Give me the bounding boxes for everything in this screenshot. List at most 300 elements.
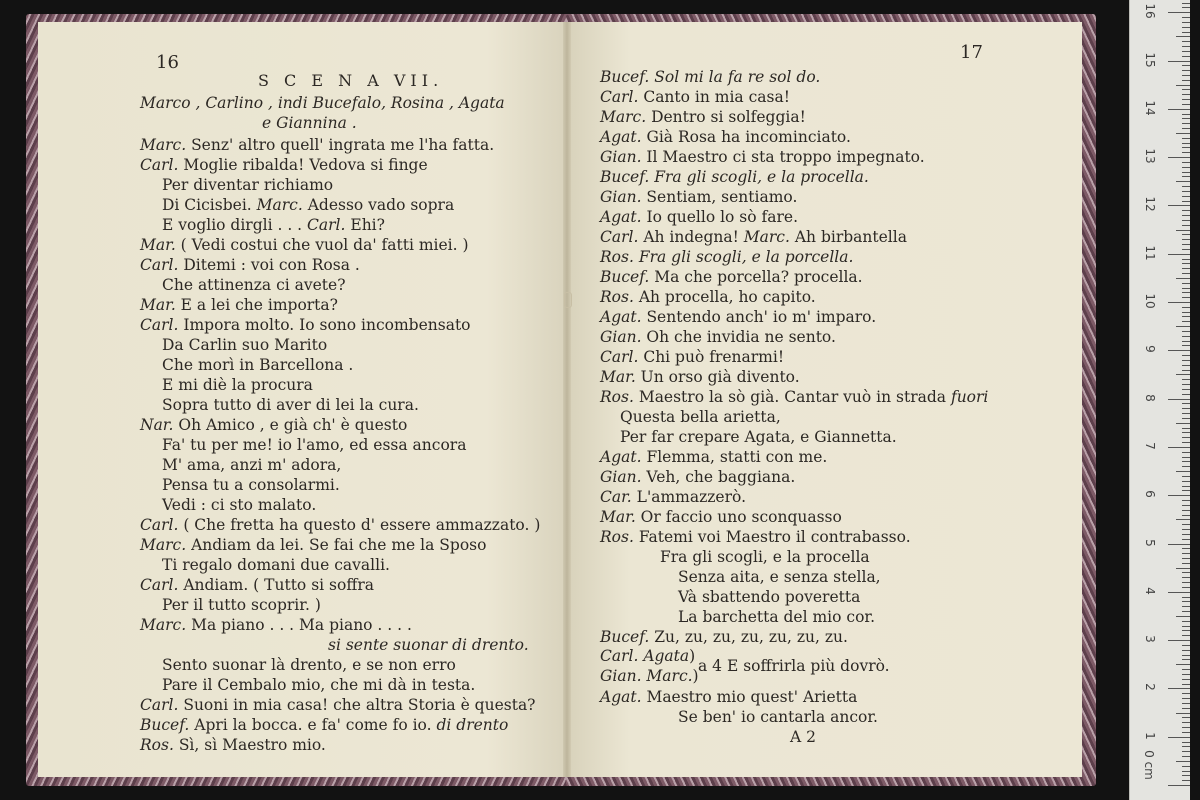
text-line: [600, 287, 816, 307]
text-line: [162, 675, 475, 695]
ruler-tick: [1182, 703, 1190, 704]
ruler-tick: [1182, 288, 1190, 289]
ruler-tick: [1182, 732, 1190, 733]
line-text: si sente suonar di drento.: [328, 636, 529, 654]
ruler-tick: [1182, 365, 1190, 366]
text-line: [678, 607, 875, 627]
page-number-left: 16: [156, 52, 179, 73]
line-text: Ma piano . . . Ma piano . . . .: [186, 616, 412, 634]
line-text: a 4 E soffrirla più dovrò.: [698, 657, 890, 675]
speaker-name: Carl.: [600, 228, 639, 246]
line-text: Fra gli scogli, e la procella.: [649, 168, 869, 186]
speaker-name: Bucef.: [600, 268, 650, 286]
ruler-tick: [1182, 756, 1190, 757]
ruler-tick: [1182, 466, 1190, 467]
speaker-name: Carl.: [140, 256, 179, 274]
ruler-tick: [1182, 172, 1190, 173]
speaker-name: Marc.: [140, 536, 187, 554]
line-text: Moglie ribalda! Vedova si finge: [178, 156, 428, 174]
ruler-tick: [1168, 544, 1190, 545]
speaker-name: Ros.: [600, 528, 634, 546]
ruler-tick: [1182, 505, 1190, 506]
text-line: [162, 175, 333, 195]
ruler-tick: [1182, 176, 1190, 177]
text-line: [162, 355, 353, 375]
line-text: Andiam da lei. Se fai che me la Sposo: [186, 536, 487, 554]
ruler-tick: [1182, 461, 1190, 462]
ruler-tick: [1182, 32, 1190, 33]
ruler-tick: [1182, 403, 1190, 404]
speaker-name: Ros.: [600, 388, 634, 406]
text-line: [162, 655, 456, 675]
text-line: [600, 147, 925, 167]
speaker-name: Ros.: [600, 288, 634, 306]
ruler-tick: [1168, 640, 1190, 641]
line-text: Già Rosa ha incominciato.: [641, 128, 851, 146]
text-line: [162, 275, 346, 295]
line-text: M' ama, anzi m' adora,: [162, 456, 342, 474]
speaker-name: Agat.: [600, 128, 642, 146]
speaker-name: Marc.: [140, 136, 187, 154]
ruler-tick: [1182, 104, 1190, 105]
book-gutter: [563, 22, 571, 777]
ruler-tick: [1182, 22, 1190, 23]
text-line: [140, 255, 360, 275]
ruler-tick: [1176, 36, 1190, 37]
speaker-name: Carl. Agata: [600, 647, 690, 665]
ruler-tick: [1168, 688, 1190, 689]
ruler-tick: [1182, 486, 1190, 487]
ruler-tick: [1182, 167, 1190, 168]
text-line: [600, 666, 699, 686]
speaker-name: Mar.: [600, 368, 636, 386]
line-text: Che attinenza ci avete?: [162, 276, 346, 294]
speaker-name: Carl.: [600, 88, 639, 106]
ruler-tick: [1182, 56, 1190, 57]
ruler-tick: [1182, 225, 1190, 226]
ruler-tick: [1168, 495, 1190, 496]
line-text: Senza aita, e senza stella,: [678, 568, 881, 586]
text-line: [600, 347, 784, 367]
line-text: Marco , Carlino , indi Bucefalo, Rosina , Agata: [140, 94, 505, 112]
line-text: Sopra tutto di aver di lei la cura.: [162, 396, 419, 414]
line-text: ( Vedi costui che vuol da' fatti miei. ): [175, 236, 469, 254]
text-line: [162, 435, 466, 455]
ruler-label: 0 cm: [1141, 750, 1156, 780]
ruler-tick: [1176, 423, 1190, 424]
speaker-name: Carl.: [140, 316, 179, 334]
text-line: [600, 467, 795, 487]
speaker-name: Gian.: [600, 148, 642, 166]
ruler-tick: [1182, 428, 1190, 429]
line-text: La barchetta del mio cor.: [678, 608, 876, 626]
line-text: Chi può frenarmi!: [638, 348, 785, 366]
text-line: [140, 135, 494, 155]
text-line: [678, 587, 860, 607]
ruler-label: 13: [1143, 148, 1157, 164]
ruler-tick: [1182, 215, 1190, 216]
ruler-tick: [1168, 350, 1190, 351]
ruler-tick: [1182, 727, 1190, 728]
ruler-tick: [1182, 630, 1190, 631]
ruler-tick: [1182, 316, 1190, 317]
ruler-tick: [1182, 746, 1190, 747]
ruler-tick: [1182, 708, 1190, 709]
speaker-name: Marc.: [256, 196, 303, 214]
ruler-tick: [1182, 650, 1190, 651]
text-line: [600, 127, 851, 147]
ruler-tick: [1182, 292, 1190, 293]
text-line: [328, 635, 529, 655]
line-text: Per il tutto scoprir. ): [162, 596, 321, 614]
ruler-tick: [1182, 41, 1190, 42]
ruler-tick: [1168, 109, 1190, 110]
line-text: Fra gli scogli, e la porcella.: [633, 248, 854, 266]
ruler-tick: [1176, 568, 1190, 569]
ruler-tick: [1182, 201, 1190, 202]
ruler-tick: [1182, 273, 1190, 274]
text-line: [140, 615, 412, 635]
text-line: [600, 267, 863, 287]
ruler-tick: [1182, 742, 1190, 743]
text-line: [162, 375, 313, 395]
ruler-label: 12: [1143, 196, 1157, 213]
speaker-name: Nar.: [140, 416, 174, 434]
ruler-tick: [1182, 191, 1190, 192]
ruler-tick: [1182, 432, 1190, 433]
text-line: [140, 295, 338, 315]
ruler-tick: [1182, 500, 1190, 501]
speaker-name: Bucef.: [600, 628, 650, 646]
text-line: [140, 535, 486, 555]
line-text: ( Che fretta ha questo d' essere ammazzato. ): [178, 516, 541, 534]
ruler-tick: [1182, 539, 1190, 540]
speaker-name: Gian.: [600, 188, 642, 206]
ruler-tick: [1182, 331, 1190, 332]
text-line: [600, 367, 800, 387]
ruler-tick: [1182, 626, 1190, 627]
stage-direction: fuori: [950, 388, 989, 406]
speaker-name: Bucef.: [600, 68, 650, 86]
line-text: E mi diè la procura: [162, 376, 313, 394]
ruler-tick: [1182, 268, 1190, 269]
text-line: [140, 715, 508, 735]
text-line: [162, 555, 390, 575]
ruler-tick: [1182, 370, 1190, 371]
text-line: [600, 627, 848, 647]
line-text: ): [689, 647, 696, 665]
line-text: Veh, che baggiana.: [641, 468, 796, 486]
line-text: E a lei che importa?: [175, 296, 338, 314]
text-line: [600, 507, 842, 527]
text-line: [600, 247, 853, 267]
line-text: E voglio dirgli . . .: [162, 216, 308, 234]
line-text: Se ben' io cantarla ancor.: [678, 708, 878, 726]
ruler-tick: [1182, 196, 1190, 197]
text-line: [262, 113, 357, 133]
ruler-tick: [1182, 766, 1190, 767]
line-text: S C E N A VII.: [258, 71, 444, 90]
ruler-tick: [1182, 510, 1190, 511]
ruler-tick: [1182, 220, 1190, 221]
ruler-tick: [1168, 592, 1190, 593]
ruler-label: 8: [1143, 393, 1157, 402]
speaker-name: Bucef.: [600, 168, 650, 186]
ruler-tick: [1168, 254, 1190, 255]
ruler-tick: [1182, 336, 1190, 337]
text-line: [140, 575, 374, 595]
ruler-label: 15: [1143, 51, 1157, 68]
text-line: [600, 527, 911, 547]
speaker-name: Carl.: [307, 216, 346, 234]
text-line: [678, 567, 881, 587]
ruler-tick: [1176, 616, 1190, 617]
ruler-tick: [1176, 230, 1190, 231]
ruler-tick: [1182, 283, 1190, 284]
ruler-tick: [1182, 234, 1190, 235]
stage-direction: di drento: [436, 716, 509, 734]
text-line: [600, 487, 746, 507]
ruler-tick: [1182, 476, 1190, 477]
ruler-tick: [1182, 312, 1190, 313]
line-text: L'ammazzerò.: [631, 488, 746, 506]
ruler-label: 6: [1143, 490, 1157, 498]
line-text: Oh Amico , e già ch' è questo: [173, 416, 408, 434]
text-line: [162, 335, 327, 355]
ruler-tick: [1182, 457, 1190, 458]
line-text: Zu, zu, zu, zu, zu, zu, zu.: [649, 628, 848, 646]
text-line: [790, 727, 816, 747]
speaker-name: Agat.: [600, 308, 642, 326]
text-line: [258, 71, 443, 91]
ruler-tick: [1182, 307, 1190, 308]
ruler-tick: [1182, 601, 1190, 602]
line-text: Da Carlin suo Marito: [162, 336, 328, 354]
ruler-tick: [1168, 785, 1190, 786]
ruler-label: 1: [1143, 731, 1157, 740]
ruler-tick: [1176, 85, 1190, 86]
ruler-label: 3: [1143, 635, 1157, 643]
ruler-label: 9: [1143, 345, 1157, 354]
ruler-label: 5: [1143, 538, 1157, 547]
line-text: Ditemi : voi con Rosa .: [178, 256, 360, 274]
line-text: Vedi : ci sto malato.: [162, 496, 317, 514]
line-text: Flemma, statti con me.: [641, 448, 828, 466]
line-text: Dentro si solfeggia!: [646, 108, 806, 126]
ruler-tick: [1182, 46, 1190, 47]
ruler-tick: [1182, 452, 1190, 453]
ruler-tick: [1176, 664, 1190, 665]
text-line: [140, 695, 536, 715]
line-text: Ah procella, ho capito.: [633, 288, 816, 306]
ruler-tick: [1182, 389, 1190, 390]
line-text: Ehi?: [345, 216, 385, 234]
ruler-tick: [1182, 780, 1190, 781]
ruler-tick: [1182, 635, 1190, 636]
speaker-name: Agat.: [600, 688, 642, 706]
ruler-tick: [1182, 582, 1190, 583]
text-line: [660, 547, 870, 567]
text-line: [600, 107, 806, 127]
text-line: [600, 646, 695, 666]
ruler-tick: [1182, 3, 1190, 4]
line-text: Sentendo anch' io m' imparo.: [641, 308, 877, 326]
ruler-tick: [1182, 679, 1190, 680]
ruler-tick: [1182, 529, 1190, 530]
line-text: Oh che invidia ne sento.: [641, 328, 836, 346]
ruler-tick: [1182, 89, 1190, 90]
line-text: Fatemi voi Maestro il contrabasso.: [633, 528, 911, 546]
ruler-tick: [1176, 326, 1190, 327]
ruler-tick: [1182, 548, 1190, 549]
text-line: [162, 475, 340, 495]
ruler-tick: [1182, 80, 1190, 81]
measuring-ruler: [1129, 0, 1190, 800]
ruler-tick: [1182, 771, 1190, 772]
ruler-tick: [1182, 597, 1190, 598]
text-line: [600, 307, 876, 327]
ruler-tick: [1182, 321, 1190, 322]
line-text: Ah birbantella: [789, 228, 907, 246]
ruler-tick: [1182, 621, 1190, 622]
line-text: Apri la bocca. e fa' come fo io.: [189, 716, 437, 734]
speaker-name: Carl.: [140, 516, 179, 534]
speaker-name: Gian.: [600, 468, 642, 486]
ruler-label: 7: [1143, 442, 1157, 450]
line-text: Maestro mio quest' Arietta: [641, 688, 858, 706]
line-text: Fra gli scogli, e la procella: [660, 548, 870, 566]
ruler-tick: [1168, 205, 1190, 206]
ruler-tick: [1182, 17, 1190, 18]
speaker-name: Carl.: [600, 348, 639, 366]
ruler-tick: [1182, 114, 1190, 115]
ruler-tick: [1182, 263, 1190, 264]
line-text: Or faccio uno sconquasso: [635, 508, 842, 526]
speaker-name: Mar.: [140, 296, 176, 314]
ruler-tick: [1182, 693, 1190, 694]
line-text: Adesso vado sopra: [302, 196, 455, 214]
ruler-label: 10: [1143, 293, 1157, 309]
ruler-tick: [1182, 655, 1190, 656]
ruler-tick: [1182, 659, 1190, 660]
line-text: Sì, sì Maestro mio.: [173, 736, 326, 754]
speaker-name: Marc.: [743, 228, 790, 246]
speaker-name: Ros.: [140, 736, 174, 754]
ruler-tick: [1182, 65, 1190, 66]
ruler-tick: [1168, 12, 1190, 13]
ruler-tick: [1182, 99, 1190, 100]
ruler-tick: [1182, 684, 1190, 685]
ruler-tick: [1182, 577, 1190, 578]
speaker-name: Agat.: [600, 448, 642, 466]
line-text: Impora molto. Io sono incombensato: [178, 316, 471, 334]
ruler-label: 16: [1143, 3, 1157, 19]
ruler-tick: [1182, 123, 1190, 124]
speaker-name: Gian. Marc.: [600, 667, 693, 685]
ruler-tick: [1182, 563, 1190, 564]
ruler-tick: [1182, 345, 1190, 346]
speaker-name: Marc.: [140, 616, 187, 634]
ruler-tick: [1176, 133, 1190, 134]
ruler-tick: [1182, 524, 1190, 525]
text-line: [620, 407, 781, 427]
ruler-tick: [1168, 447, 1190, 448]
line-text: Ah indegna!: [638, 228, 744, 246]
ruler-tick: [1182, 384, 1190, 385]
speaker-name: Gian.: [600, 328, 642, 346]
ruler-tick: [1182, 722, 1190, 723]
line-text: e Giannina .: [262, 114, 357, 132]
ruler-tick: [1176, 181, 1190, 182]
text-line: [162, 455, 341, 475]
line-text: Senz' altro quell' ingrata me l'ha fatta.: [186, 136, 495, 154]
ruler-tick: [1182, 587, 1190, 588]
line-text: Sol mi la fa re sol do.: [649, 68, 821, 86]
speaker-name: Bucef.: [140, 716, 190, 734]
speaker-name: Mar.: [140, 236, 176, 254]
text-line: [162, 395, 419, 415]
ruler-tick: [1182, 698, 1190, 699]
speaker-name: Ros.: [600, 248, 634, 266]
text-line: [600, 87, 790, 107]
ruler-tick: [1182, 360, 1190, 361]
text-line: [620, 427, 897, 447]
line-text: Per far crepare Agata, e Giannetta.: [620, 428, 897, 446]
speaker-name: Agat.: [600, 208, 642, 226]
text-line: [140, 735, 326, 755]
text-line: [600, 387, 988, 407]
text-line: [162, 215, 385, 235]
ruler-tick: [1182, 355, 1190, 356]
ruler-tick: [1168, 302, 1190, 303]
ruler-tick: [1182, 418, 1190, 419]
ruler-tick: [1182, 442, 1190, 443]
ruler-tick: [1168, 157, 1190, 158]
text-line: [600, 227, 907, 247]
text-line: [140, 155, 428, 175]
ruler-tick: [1176, 471, 1190, 472]
ruler-tick: [1182, 481, 1190, 482]
ruler-tick: [1168, 61, 1190, 62]
ruler-tick: [1182, 674, 1190, 675]
text-line: [140, 93, 505, 113]
ruler-tick: [1182, 394, 1190, 395]
text-line: [600, 167, 869, 187]
speaker-name: Carl.: [140, 156, 179, 174]
text-line: [600, 207, 798, 227]
ruler-tick: [1182, 244, 1190, 245]
line-text: ): [692, 667, 699, 685]
ruler-tick: [1176, 713, 1190, 714]
line-text: Sento suonar là drento, e se non erro: [162, 656, 456, 674]
line-text: Di Cicisbei.: [162, 196, 257, 214]
speaker-name: Carl.: [140, 696, 179, 714]
line-text: Sentiam, sentiamo.: [641, 188, 798, 206]
ruler-tick: [1182, 94, 1190, 95]
text-line: [600, 327, 836, 347]
ruler-tick: [1182, 611, 1190, 612]
line-text: A 2: [790, 728, 816, 746]
ruler-tick: [1168, 737, 1190, 738]
ruler-tick: [1182, 413, 1190, 414]
ruler-tick: [1168, 399, 1190, 400]
text-line: [140, 415, 407, 435]
ruler-tick: [1182, 553, 1190, 554]
text-line: [162, 495, 316, 515]
ruler-tick: [1176, 278, 1190, 279]
line-text: Suoni in mia casa! che altra Storia è questa?: [178, 696, 536, 714]
ruler-tick: [1176, 761, 1190, 762]
